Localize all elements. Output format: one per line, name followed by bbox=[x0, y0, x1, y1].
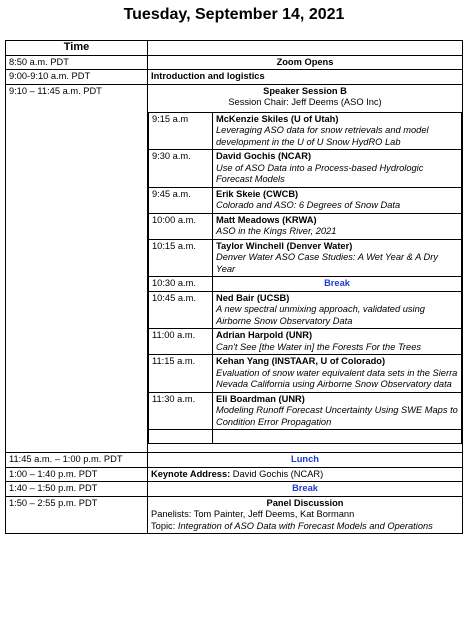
row-time: 1:40 – 1:50 p.m. PDT bbox=[6, 482, 148, 497]
talk-cell bbox=[213, 355, 462, 393]
talk-cell bbox=[213, 291, 462, 329]
row-time: 9:00-9:10 a.m. PDT bbox=[6, 70, 148, 85]
talk-speaker: Kehan Yang (INSTAAR, U of Colorado) bbox=[216, 356, 386, 366]
talk-time: 10:15 a.m. bbox=[149, 239, 213, 277]
panel-time: 1:50 – 2:55 p.m. PDT bbox=[6, 496, 148, 534]
talk-time: 11:15 a.m. bbox=[149, 355, 213, 393]
talk-row bbox=[149, 213, 462, 239]
talk-title: Can't See [the Water in] the Forests For the Trees bbox=[216, 341, 422, 352]
talks-table bbox=[148, 112, 462, 445]
panel-topic-line bbox=[151, 521, 459, 533]
session-title: Speaker Session B bbox=[263, 85, 347, 96]
talk-cell bbox=[213, 213, 462, 239]
panel-title: Panel Discussion bbox=[266, 497, 344, 508]
row-time: 1:00 – 1:40 p.m. PDT bbox=[6, 467, 148, 482]
table-row bbox=[6, 467, 463, 482]
keynote-name: David Gochis (NCAR) bbox=[230, 468, 324, 479]
break-label: Break bbox=[148, 482, 463, 497]
event-header bbox=[148, 41, 463, 56]
talk-time: 9:15 a.m bbox=[149, 112, 213, 150]
talk-cell bbox=[213, 150, 462, 188]
talk-title: Modeling Runoff Forecast Uncertainty Using SWE Maps to Condition Error Propagation bbox=[216, 405, 458, 427]
talk-cell bbox=[213, 112, 462, 150]
keynote-label: Keynote Address: bbox=[151, 468, 231, 479]
talk-time: 10:45 a.m. bbox=[149, 291, 213, 329]
table-row bbox=[6, 453, 463, 468]
talk-row-empty bbox=[149, 430, 462, 444]
talk-title: Colorado and ASO: 6 Degrees of Snow Data bbox=[216, 200, 401, 210]
talk-row bbox=[149, 355, 462, 393]
talk-time: 11:30 a.m. bbox=[149, 392, 213, 430]
talk-title: Evaluation of snow water equivalent data sets in the Sierra Nevada California using Airborne Snow Observatory data bbox=[216, 367, 458, 389]
talk-title: ASO in the Kings River, 2021 bbox=[216, 226, 337, 236]
table-row bbox=[6, 70, 463, 85]
talk-cell bbox=[213, 187, 462, 213]
talk-row bbox=[149, 150, 462, 188]
talk-cell bbox=[213, 239, 462, 277]
talk-time bbox=[149, 430, 213, 444]
session-chair: Session Chair: Jeff Deems (ASO Inc) bbox=[228, 97, 382, 107]
talk-speaker: Ned Bair (UCSB) bbox=[216, 292, 290, 303]
break-time: 10:30 a.m. bbox=[149, 277, 213, 292]
break-row bbox=[149, 277, 462, 292]
panel-cell bbox=[148, 496, 463, 534]
talk-speaker: Adrian Harpold (UNR) bbox=[216, 330, 313, 340]
panel-topic: Integration of ASO Data with Forecast Models and Operations bbox=[177, 520, 433, 531]
talk-row bbox=[149, 291, 462, 329]
talk-title: Leveraging ASO data for snow retrievals and model development in the U of U Snow HydRO Lab bbox=[216, 125, 429, 147]
session-row bbox=[6, 84, 463, 453]
talk-row bbox=[149, 187, 462, 213]
break-label: Break bbox=[213, 277, 462, 292]
talk-cell bbox=[213, 430, 462, 444]
talk-title: A new spectral unmixing approach, validated using Airborne Snow Observatory Data bbox=[216, 304, 425, 326]
schedule-table bbox=[5, 40, 463, 534]
talk-speaker: Taylor Winchell (Denver Water) bbox=[216, 240, 353, 251]
talk-time: 11:00 a.m. bbox=[149, 329, 213, 355]
time-header: Time bbox=[6, 41, 148, 56]
panel-panelists: Panelists: Tom Painter, Jeff Deems, Kat Bormann bbox=[151, 509, 355, 519]
page-title: Tuesday, September 14, 2021 bbox=[123, 6, 345, 23]
talk-speaker: Eli Boardman (UNR) bbox=[216, 393, 305, 404]
row-time: 8:50 a.m. PDT bbox=[6, 55, 148, 70]
talk-time: 9:30 a.m. bbox=[149, 150, 213, 188]
panel-topic-label: Topic: bbox=[151, 520, 178, 531]
talk-title: Denver Water ASO Case Studies: A Wet Year & A Dry Year bbox=[216, 252, 439, 274]
talk-title: Use of ASO Data into a Process-based Hydrologic Forecast Models bbox=[216, 162, 424, 184]
lunch-label: Lunch bbox=[148, 453, 463, 468]
talk-speaker: McKenzie Skiles (U of Utah) bbox=[216, 113, 339, 124]
talk-cell bbox=[213, 329, 462, 355]
talk-time: 10:00 a.m. bbox=[149, 213, 213, 239]
talk-speaker: Matt Meadows (KRWA) bbox=[216, 214, 317, 225]
session-cell bbox=[148, 84, 463, 453]
talk-time: 9:45 a.m. bbox=[149, 187, 213, 213]
keynote-cell bbox=[148, 467, 463, 482]
talk-cell bbox=[213, 392, 462, 430]
talk-row bbox=[149, 329, 462, 355]
talk-row bbox=[149, 392, 462, 430]
talk-speaker: Erik Skeie (CWCB) bbox=[216, 188, 299, 199]
header-row bbox=[6, 41, 463, 56]
row-event: Zoom Opens bbox=[148, 55, 463, 70]
talk-row bbox=[149, 112, 462, 150]
row-event: Introduction and logistics bbox=[148, 70, 463, 85]
talk-speaker: David Gochis (NCAR) bbox=[216, 151, 312, 161]
session-time: 9:10 – 11:45 a.m. PDT bbox=[6, 84, 148, 453]
talk-row bbox=[149, 239, 462, 277]
panel-row bbox=[6, 496, 463, 534]
table-row bbox=[6, 55, 463, 70]
row-time: 11:45 a.m. – 1:00 p.m. PDT bbox=[6, 453, 148, 468]
table-row bbox=[6, 482, 463, 497]
